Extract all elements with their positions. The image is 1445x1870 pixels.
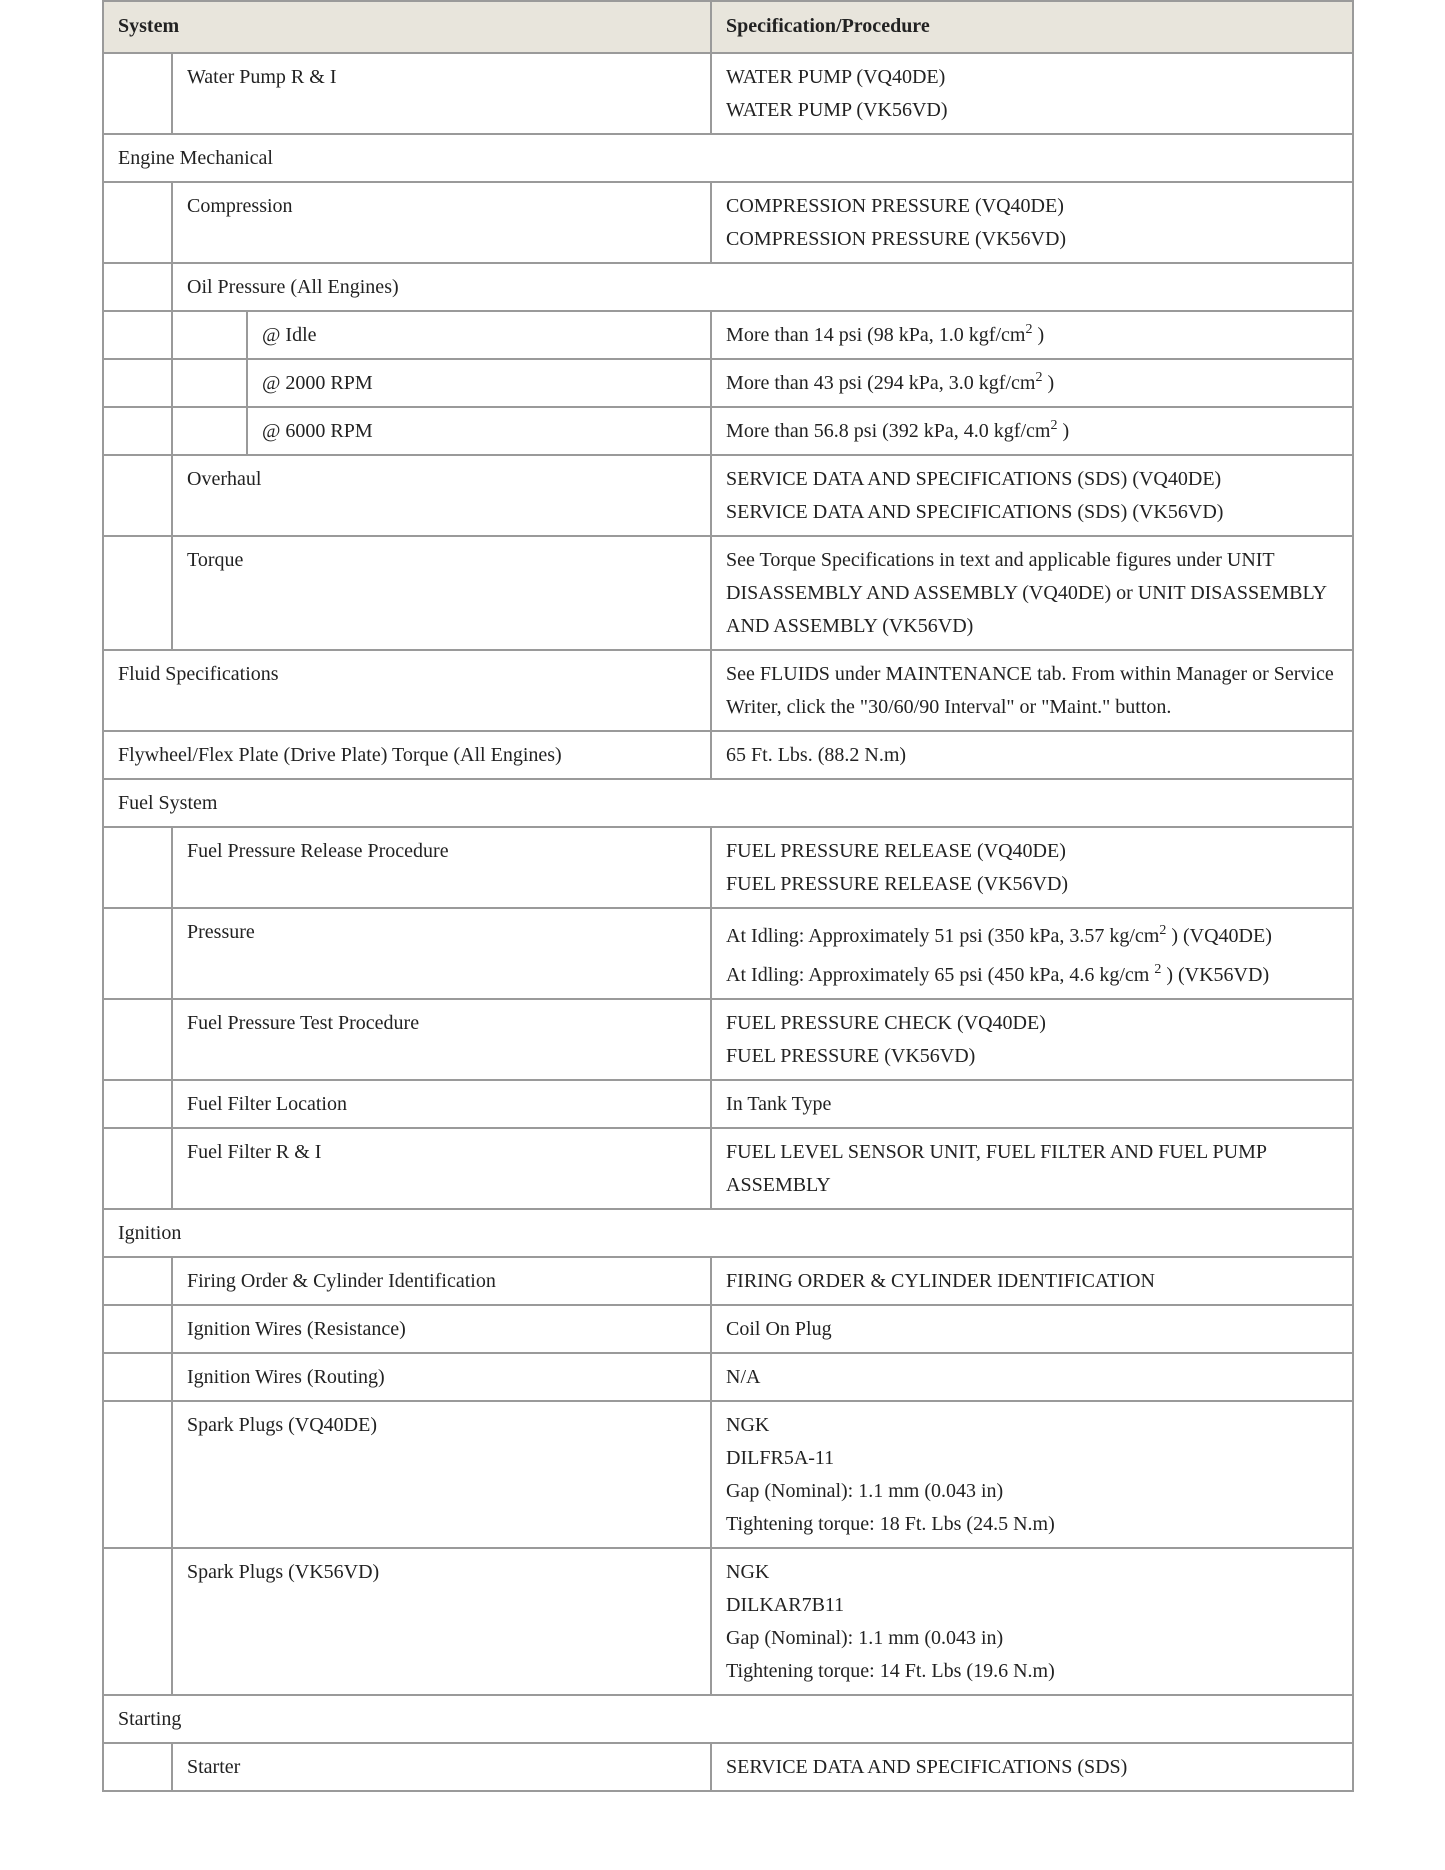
row-label: Spark Plugs (VQ40DE)	[172, 1401, 711, 1548]
table-row	[103, 1305, 1353, 1353]
spec-line: COMPRESSION PRESSURE (VQ40DE)	[726, 195, 1064, 217]
row-spec	[711, 827, 1353, 908]
spec-line: NGK	[726, 1561, 770, 1583]
row-label: Ignition Wires (Routing)	[172, 1353, 711, 1401]
spec-text: At Idling: Approximately 51 psi (350 kPa, 3.57 kg/cm	[726, 925, 1160, 947]
superscript: 2	[1025, 322, 1033, 337]
row-spec	[711, 908, 1353, 999]
spec-line: DILKAR7B11	[726, 1594, 845, 1616]
row-label: Fuel Pressure Test Procedure	[172, 999, 711, 1080]
row-spec	[711, 1401, 1353, 1548]
indent-cell	[103, 1257, 172, 1305]
spec-text: More than 43 psi (294 kPa, 3.0 kgf/cm	[726, 372, 1036, 394]
row-label: Torque	[172, 536, 711, 650]
spec-line: COMPRESSION PRESSURE (VK56VD)	[726, 228, 1067, 250]
row-label: Spark Plugs (VK56VD)	[172, 1548, 711, 1695]
indent-cell	[103, 1128, 172, 1209]
row-label: Compression	[172, 182, 711, 263]
indent-cell	[103, 407, 172, 455]
indent-cell	[103, 1548, 172, 1695]
indent-cell	[172, 407, 247, 455]
spec-line: DILFR5A-11	[726, 1447, 835, 1469]
row-spec	[711, 359, 1353, 407]
section-heading: Ignition	[103, 1209, 1353, 1257]
row-spec: 65 Ft. Lbs. (88.2 N.m)	[711, 731, 1353, 779]
row-spec	[711, 407, 1353, 455]
row-spec	[711, 1548, 1353, 1695]
header-row	[103, 1, 1353, 53]
row-spec: In Tank Type	[711, 1080, 1353, 1128]
table-row	[103, 455, 1353, 536]
row-spec	[711, 311, 1353, 359]
spec-line: Tightening torque: 18 Ft. Lbs (24.5 N.m)	[726, 1513, 1055, 1535]
table-row	[103, 536, 1353, 650]
table-row	[103, 1128, 1353, 1209]
spec-text: More than 56.8 psi (392 kPa, 4.0 kgf/cm	[726, 420, 1051, 442]
row-spec: FIRING ORDER & CYLINDER IDENTIFICATION	[711, 1257, 1353, 1305]
indent-cell	[103, 1305, 172, 1353]
indent-cell	[103, 908, 172, 999]
superscript: 2	[1154, 962, 1162, 977]
spec-line: Tightening torque: 14 Ft. Lbs (19.6 N.m)	[726, 1660, 1055, 1682]
subsection-heading: Oil Pressure (All Engines)	[172, 263, 1353, 311]
spec-line: SERVICE DATA AND SPECIFICATIONS (SDS) (VK56VD)	[726, 501, 1224, 523]
indent-cell	[103, 1080, 172, 1128]
table-row	[103, 827, 1353, 908]
spec-text: )	[1032, 324, 1045, 346]
section-row	[103, 134, 1353, 182]
row-label: @ Idle	[247, 311, 711, 359]
spec-text: ) (VK56VD)	[1161, 964, 1270, 986]
row-spec: SERVICE DATA AND SPECIFICATIONS (SDS)	[711, 1743, 1353, 1791]
row-spec: See Torque Specifications in text and applicable figures under UNIT DISASSEMBLY AND ASSEMBLY (VQ40DE) or UNIT DISASSEMBLY AND ASSEMBLY (VK56VD)	[711, 536, 1353, 650]
spec-line: Gap (Nominal): 1.1 mm (0.043 in)	[726, 1627, 1004, 1649]
spec-text: At Idling: Approximately 65 psi (450 kPa, 4.6 kg/cm	[726, 964, 1155, 986]
indent-cell	[103, 999, 172, 1080]
indent-cell	[103, 263, 172, 311]
spec-line: FUEL PRESSURE CHECK (VQ40DE)	[726, 1012, 1046, 1034]
indent-cell	[172, 359, 247, 407]
section-heading: Engine Mechanical	[103, 134, 1353, 182]
row-label: Starter	[172, 1743, 711, 1791]
spec-line: WATER PUMP (VQ40DE)	[726, 66, 946, 88]
header-system: System	[103, 1, 711, 53]
spec-text: )	[1057, 420, 1070, 442]
spec-text: )	[1042, 372, 1055, 394]
table-row	[103, 1401, 1353, 1548]
specifications-table	[102, 0, 1354, 1792]
indent-cell	[103, 311, 172, 359]
table-row	[103, 1257, 1353, 1305]
row-spec	[711, 53, 1353, 134]
indent-cell	[103, 1743, 172, 1791]
row-spec: Coil On Plug	[711, 1305, 1353, 1353]
indent-cell	[103, 536, 172, 650]
table-row	[103, 359, 1353, 407]
indent-cell	[103, 455, 172, 536]
spec-line: WATER PUMP (VK56VD)	[726, 99, 948, 121]
header-specification: Specification/Procedure	[711, 1, 1353, 53]
subsection-row	[103, 263, 1353, 311]
row-spec: N/A	[711, 1353, 1353, 1401]
table-row	[103, 650, 1353, 731]
section-row	[103, 779, 1353, 827]
indent-cell	[103, 182, 172, 263]
table-row	[103, 53, 1353, 134]
table-row	[103, 999, 1353, 1080]
table-row	[103, 731, 1353, 779]
indent-cell	[172, 311, 247, 359]
row-label: Ignition Wires (Resistance)	[172, 1305, 711, 1353]
spec-line	[726, 920, 1338, 953]
row-label: Water Pump R & I	[172, 53, 711, 134]
spec-line	[726, 959, 1338, 992]
indent-cell	[103, 53, 172, 134]
indent-cell	[103, 1401, 172, 1548]
table-row	[103, 407, 1353, 455]
section-heading: Fuel System	[103, 779, 1353, 827]
row-spec	[711, 182, 1353, 263]
row-spec: See FLUIDS under MAINTENANCE tab. From within Manager or Service Writer, click the "30/60/90 Interval" or "Maint." button.	[711, 650, 1353, 731]
section-row	[103, 1209, 1353, 1257]
table-row	[103, 182, 1353, 263]
spec-text: More than 14 psi (98 kPa, 1.0 kgf/cm	[726, 324, 1026, 346]
spec-line: NGK	[726, 1414, 770, 1436]
table-row	[103, 908, 1353, 999]
spec-text: ) (VQ40DE)	[1166, 925, 1272, 947]
indent-cell	[103, 1353, 172, 1401]
spec-line: SERVICE DATA AND SPECIFICATIONS (SDS) (VQ40DE)	[726, 468, 1222, 490]
section-heading: Starting	[103, 1695, 1353, 1743]
row-spec	[711, 999, 1353, 1080]
table-row	[103, 1548, 1353, 1695]
row-label: Fluid Specifications	[103, 650, 711, 731]
row-spec	[711, 455, 1353, 536]
spec-line: FUEL PRESSURE (VK56VD)	[726, 1045, 976, 1067]
indent-cell	[103, 359, 172, 407]
row-label: Fuel Filter Location	[172, 1080, 711, 1128]
spec-line: FUEL PRESSURE RELEASE (VQ40DE)	[726, 840, 1066, 862]
table-row	[103, 1353, 1353, 1401]
row-label: Fuel Pressure Release Procedure	[172, 827, 711, 908]
spec-line: FUEL PRESSURE RELEASE (VK56VD)	[726, 873, 1069, 895]
superscript: 2	[1159, 923, 1167, 938]
row-label: Firing Order & Cylinder Identification	[172, 1257, 711, 1305]
table-row	[103, 311, 1353, 359]
row-label: Flywheel/Flex Plate (Drive Plate) Torque (All Engines)	[103, 731, 711, 779]
row-label: Pressure	[172, 908, 711, 999]
superscript: 2	[1050, 418, 1058, 433]
spec-line: Gap (Nominal): 1.1 mm (0.043 in)	[726, 1480, 1004, 1502]
indent-cell	[103, 827, 172, 908]
table-row	[103, 1743, 1353, 1791]
row-label: @ 2000 RPM	[247, 359, 711, 407]
table-row	[103, 1080, 1353, 1128]
row-label: @ 6000 RPM	[247, 407, 711, 455]
row-label: Fuel Filter R & I	[172, 1128, 711, 1209]
section-row	[103, 1695, 1353, 1743]
row-label: Overhaul	[172, 455, 711, 536]
row-spec: FUEL LEVEL SENSOR UNIT, FUEL FILTER AND FUEL PUMP ASSEMBLY	[711, 1128, 1353, 1209]
superscript: 2	[1035, 370, 1043, 385]
